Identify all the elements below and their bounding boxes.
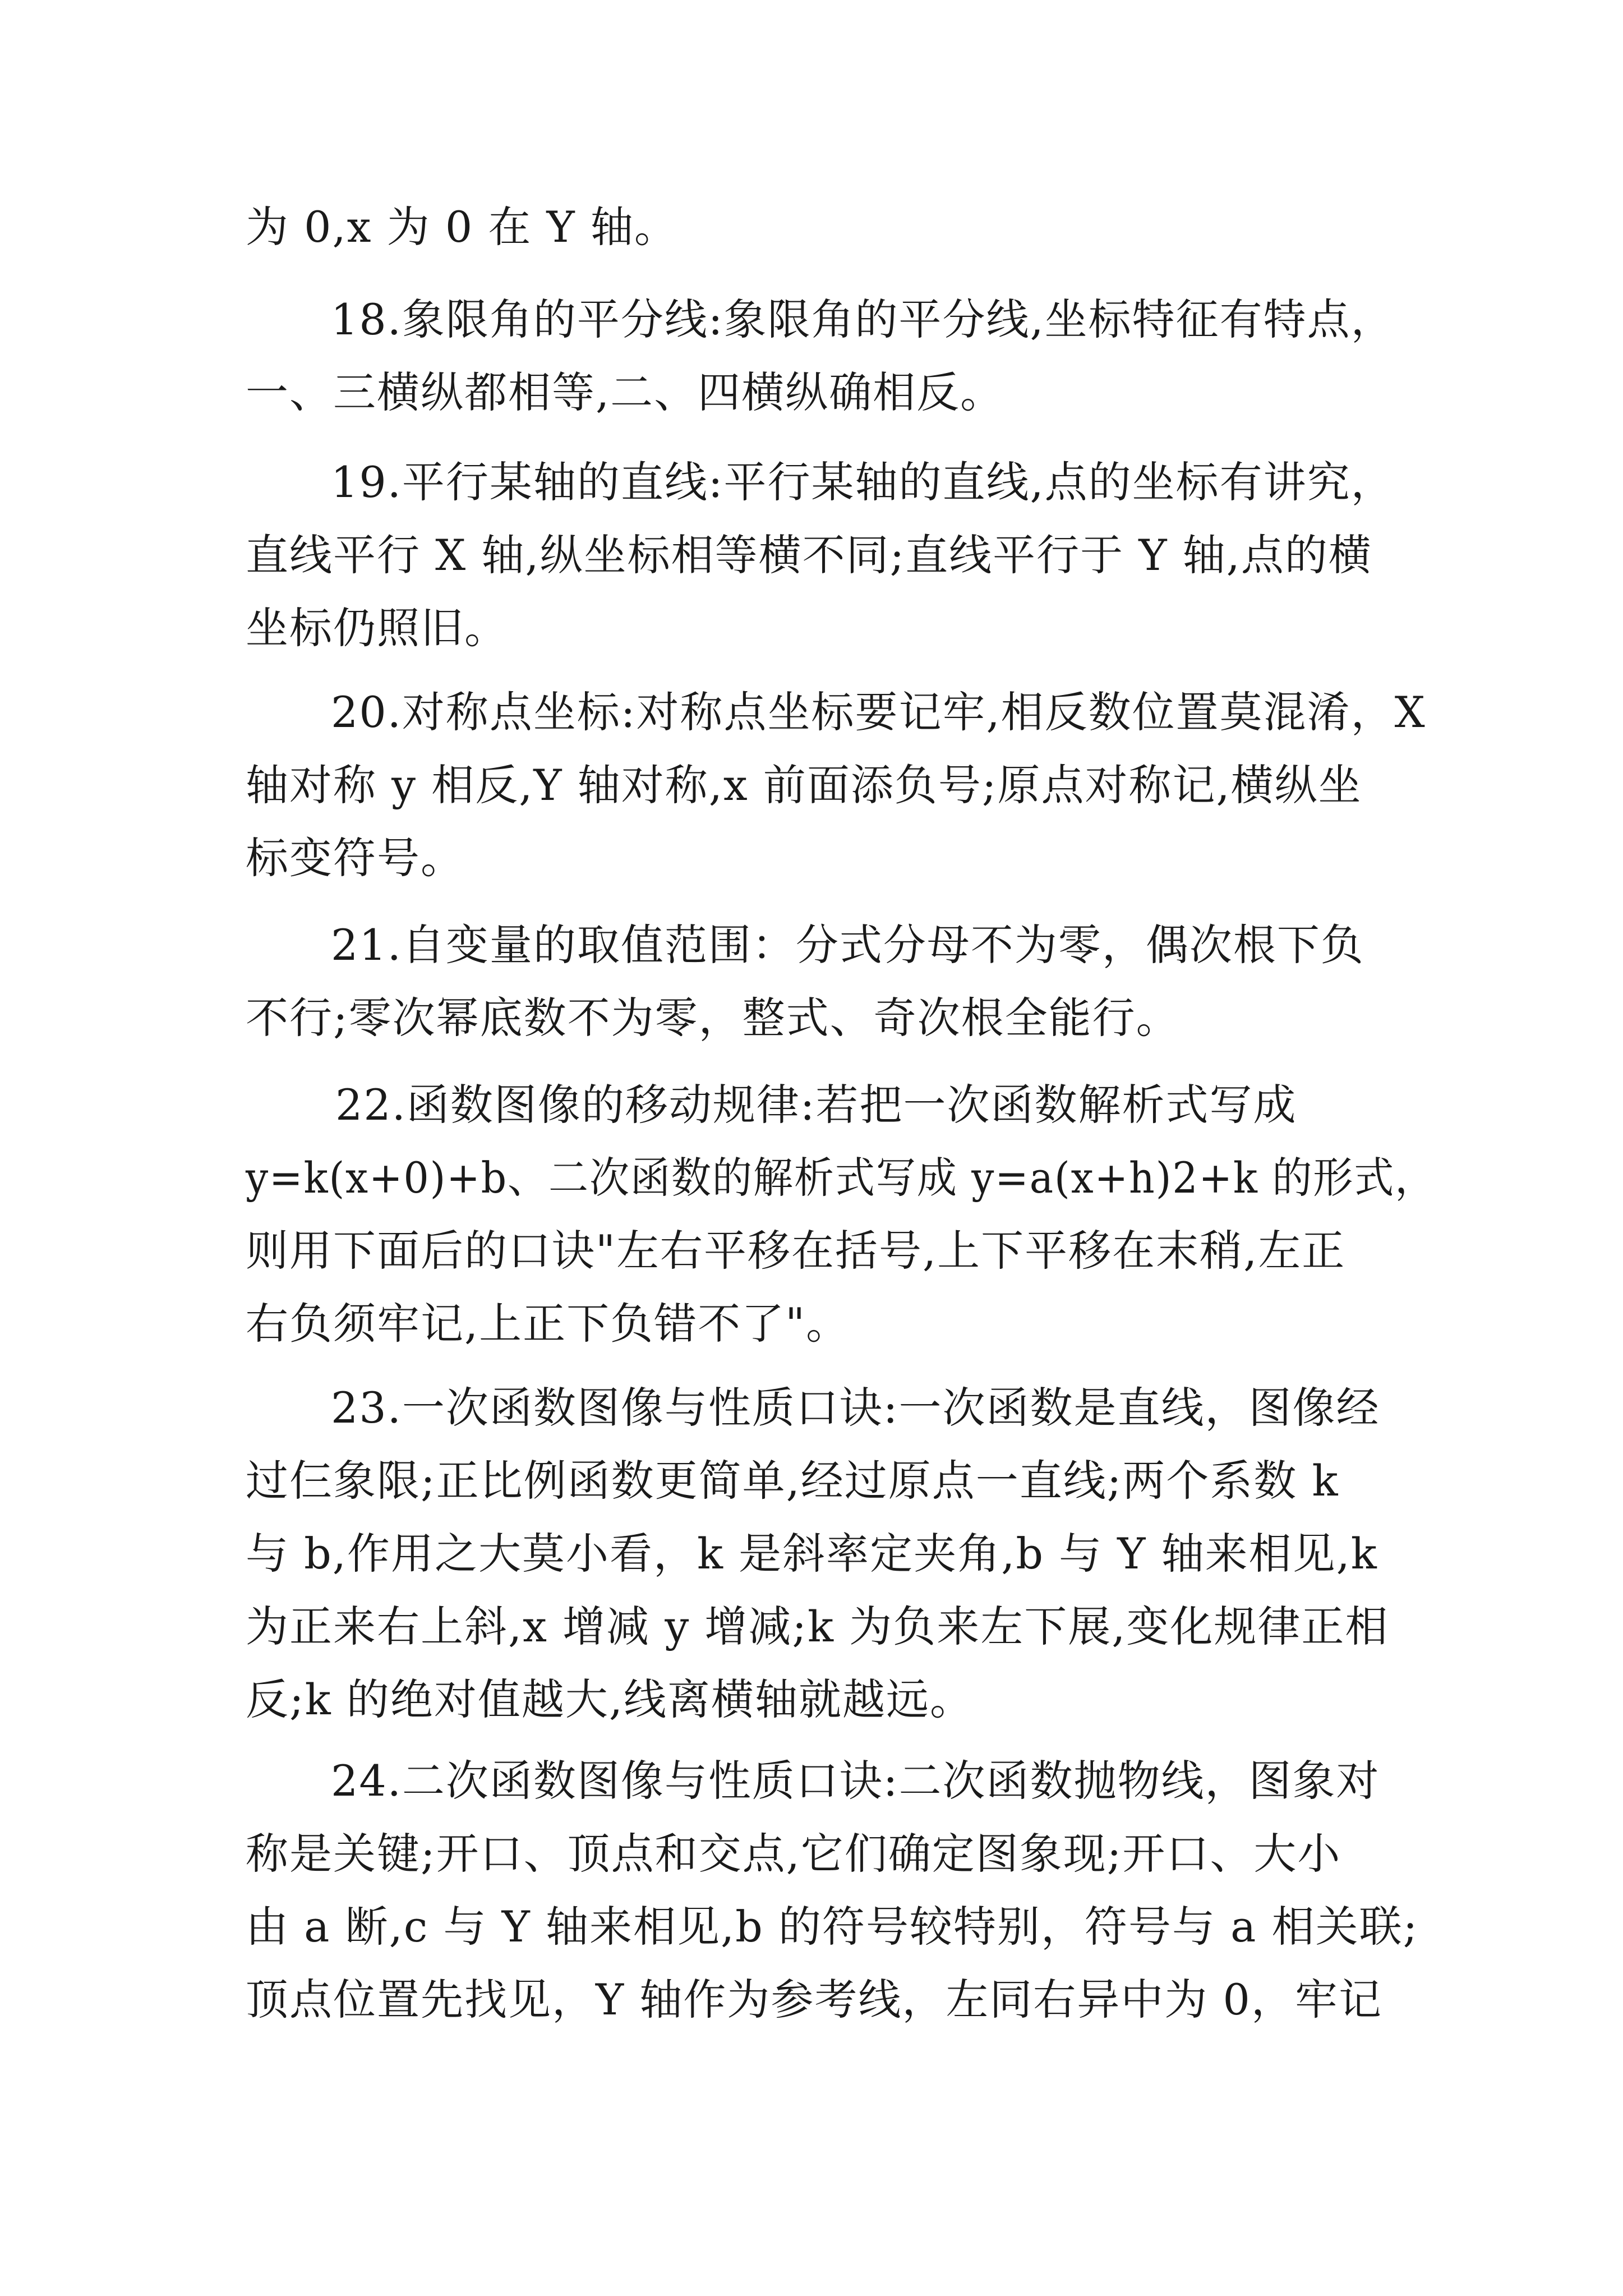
paragraph-19-heading-line: 19.平行某轴的直线:平行某轴的直线,点的坐标有讲究， [331,457,1395,507]
paragraph-23-heading-line: 23.一次函数图像与性质口诀:一次函数是直线，图像经 [331,1383,1380,1433]
text-line: 为 0,x 为 0 在 Y 轴。 [246,202,678,252]
text-line: 称是关键;开口、顶点和交点,它们确定图象现;开口、大小 [246,1829,1341,1879]
text-line: 为正来右上斜,x 增减 y 增减;k 为负来左下展,变化规律正相 [246,1602,1389,1651]
text-line: 顶点位置先找见，Y 轴作为参考线，左同右异中为 0，牢记 [246,1975,1382,2024]
text-line: 则用下面后的口诀"左右平移在括号,上下平移在末稍,左正 [246,1226,1346,1276]
text-line: 轴对称 y 相反,Y 轴对称,x 前面添负号;原点对称记,横纵坐 [246,760,1362,810]
paragraph-20-heading-line: 20.对称点坐标:对称点坐标要记牢,相反数位置莫混淆，X [331,687,1426,737]
paragraph-24-heading-line: 24.二次函数图像与性质口诀:二次函数抛物线，图象对 [331,1756,1380,1806]
text-line: 由 a 断,c 与 Y 轴来相见,b 的符号较特别，符号与 a 相关联; [246,1902,1419,1952]
text-line: 与 b,作用之大莫小看，k 是斜率定夹角,b 与 Y 轴来相见,k [246,1529,1378,1579]
paragraph-21-heading-line: 21.自变量的取值范围：分式分母不为零，偶次根下负 [331,920,1364,970]
text-line: 标变符号。 [246,833,464,883]
text-line: 一、三横纵都相等,二、四横纵确相反。 [246,367,1004,417]
text-line: 右负须牢记,上正下负错不了"。 [246,1299,850,1349]
paragraph-22-heading-line: 22.函数图像的移动规律:若把一次函数解析式写成 [335,1080,1297,1130]
text-line: 过仨象限;正比例函数更简单,经过原点一直线;两个系数 k [246,1456,1339,1506]
text-line: 不行;零次幂底数不为零，整式、奇次根全能行。 [246,993,1180,1043]
paragraph-18-heading-line: 18.象限角的平分线:象限角的平分线,坐标特征有特点， [331,295,1395,344]
text-line: y=k(x+0)+b、二次函数的解析式写成 y=a(x+h)2+k 的形式， [246,1153,1436,1203]
text-line: 坐标仍照旧。 [246,603,508,653]
text-line: 反;k 的绝对值越大,线离横轴就越远。 [246,1674,974,1724]
text-line: 直线平行 X 轴,纵坐标相等横不同;直线平行于 Y 轴,点的横 [246,530,1372,580]
